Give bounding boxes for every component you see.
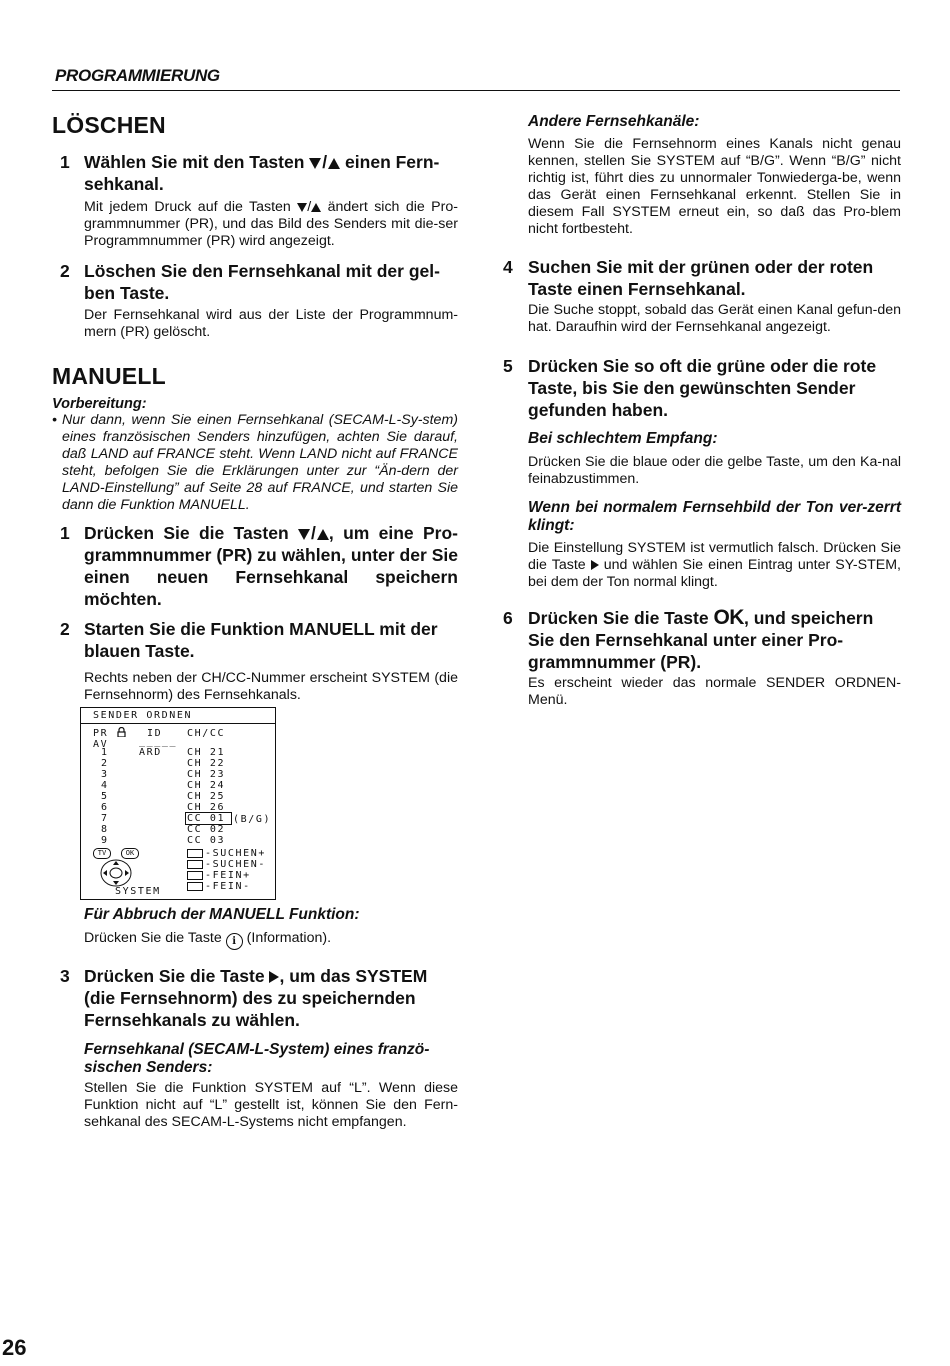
step-heading: Drücken Sie die Tasten / , um eine Pro-grammnummer (PR) zu wählen, unter der Sie einen neuen Fernsehkanal speichern möchten. — [84, 523, 458, 609]
step-5 — [503, 355, 901, 591]
row-channel: CH 21 — [187, 747, 226, 758]
right-column — [503, 113, 901, 709]
step-number: 5 — [503, 356, 513, 376]
page-number: 26 — [2, 1335, 27, 1360]
bad-reception-text: Drücken Sie die blaue oder die gelbe Taste, um den Ka-nal feinabzustimmen. — [528, 454, 901, 487]
step-heading-part: , um eine Pro-grammnummer (PR) zu wählen, unter der Sie einen neuen Fernsehkanal speichern möchten. — [84, 523, 458, 609]
up-arrow-icon — [311, 203, 321, 212]
bullet: • — [52, 412, 57, 428]
row-pr-number: 8 — [101, 824, 109, 835]
color-swatch-icon — [187, 849, 203, 858]
bad-reception-heading: Bei schlechtem Empfang: — [528, 430, 718, 447]
manuell-step-2 — [52, 618, 458, 704]
system-value: (B/G) — [233, 814, 272, 825]
legend-label: -FEIN- — [205, 881, 251, 892]
step-heading-part: Wählen Sie mit den Tasten — [84, 152, 305, 172]
legend-label: -SUCHEN- — [205, 859, 266, 870]
step-heading: Starten Sie die Funktion MANUELL mit der blauen Taste. — [84, 619, 438, 661]
step-text: Es erscheint wieder das normale SENDER ORDNEN-Menü. — [528, 675, 901, 708]
step-heading-part: Drücken Sie die Taste — [84, 966, 265, 986]
tv-label: TV — [97, 849, 107, 857]
ok-button-icon: OK — [713, 606, 744, 629]
step-number: 4 — [503, 257, 513, 277]
step-heading: Wählen Sie mit den Tasten / einen Fern-sehkanal. — [84, 152, 440, 194]
row-pr-number: 9 — [101, 835, 109, 846]
step-text: Rechts neben der CH/CC-Nummer erscheint SYSTEM (die Fernsehnorm) des Fernsehkanals. — [84, 670, 458, 703]
header-divider — [52, 90, 900, 91]
down-arrow-icon — [298, 529, 310, 540]
section-header: PROGRAMMIERUNG — [55, 66, 220, 85]
lock-icon — [117, 727, 126, 737]
preparation-heading: Vorbereitung: — [52, 396, 147, 412]
arrow-pad-icon — [99, 858, 133, 888]
distorted-sound-text — [528, 540, 901, 591]
down-arrow-icon — [309, 158, 321, 169]
row-channel: CH 22 — [187, 758, 226, 769]
column-id: ID — [147, 728, 163, 739]
step-text: Mit jedem Druck auf die Tasten / ändert sich die Pro-grammnummer (PR), und das Bild des Senders mit die-ser Programmnummer (PR) wird angezeigt. — [84, 199, 458, 249]
manuell-step-1 — [52, 522, 458, 610]
step-heading-part: einen Fern-sehkanal. — [84, 152, 440, 194]
step-heading-part: , und speichern Sie den Fernsehkanal unter einer Pro-grammnummer (PR). — [528, 608, 874, 672]
row-pr-number: 3 — [101, 769, 109, 780]
step-4 — [503, 256, 901, 336]
other-channels-heading: Andere Fernsehkanäle: — [528, 113, 700, 130]
column-pr: PR — [93, 728, 109, 739]
row-pr-number: 2 — [101, 758, 109, 769]
abort-text — [84, 930, 458, 950]
secam-text: Stellen Sie die Funktion SYSTEM auf “L”. Wenn diese Funktion nicht auf “L” gestellt ist, können Sie den Fern-sehkanal des SECAM-L-Systems nicht empfangen. — [84, 1080, 458, 1130]
loeschen-heading: LÖSCHEN — [52, 112, 166, 138]
abort-note — [84, 906, 458, 950]
step-number: 6 — [503, 608, 513, 628]
step-text: Die Suche stoppt, sobald das Gerät einen Kanal gefun-den hat. Daraufhin wird der Fernsehkanal angezeigt. — [528, 302, 901, 335]
color-swatch-icon — [187, 860, 203, 869]
step-6 — [503, 607, 901, 709]
row-channel: CC 03 — [187, 835, 226, 846]
info-glyph: i — [232, 936, 237, 947]
legend-green — [187, 848, 266, 859]
left-column — [52, 112, 458, 704]
abort-heading: Für Abbruch der MANUELL Funktion: — [84, 906, 360, 923]
distorted-text-part: und wählen Sie einen Eintrag unter SY-STEM, bei dem der Ton normal klingt. — [528, 557, 901, 590]
step-heading: Suchen Sie mit der grünen oder der roten Taste einen Fernsehkanal. — [528, 257, 874, 299]
row-channel: CC 01 — [187, 813, 226, 824]
menu-title-divider — [81, 723, 275, 724]
sender-ordnen-menu — [80, 707, 276, 900]
distorted-sound-heading: Wenn bei normalem Fernsehbild der Ton ver-zerrt klingt: — [528, 499, 901, 534]
step-number: 2 — [60, 619, 70, 639]
step-heading-part: , um das SYSTEM (die Fernsehnorm) des zu speichernden Fernsehkanals zu wählen. — [84, 966, 428, 1030]
up-arrow-icon — [317, 529, 329, 540]
preparation-note — [52, 412, 458, 514]
ok-label: OK — [125, 849, 135, 857]
row-av-id: _____ — [139, 736, 178, 747]
step-heading — [528, 607, 901, 673]
system-label: SYSTEM — [115, 886, 161, 897]
row-pr-number: 7 — [101, 813, 109, 824]
row-channel: CC 02 — [187, 824, 226, 835]
legend-blue — [187, 881, 251, 892]
row-station-id: ARD — [139, 747, 162, 758]
info-icon — [226, 933, 243, 950]
legend-red — [187, 859, 266, 870]
step-number: 3 — [60, 966, 70, 986]
legend-label: -SUCHEN+ — [205, 848, 266, 859]
step-heading: Drücken Sie so oft die grüne oder die rote Taste, bis Sie den gewünschten Sender gefunden haben. — [528, 356, 877, 420]
up-arrow-icon — [328, 158, 340, 169]
step-text-part: Mit jedem Druck auf die Tasten — [84, 199, 291, 215]
step-heading-part: Drücken Sie die Taste — [528, 608, 709, 628]
step-number: 2 — [60, 261, 70, 281]
distorted-text-part: Die Einstellung SYSTEM ist vermutlich falsch. Drücken Sie die Taste — [528, 540, 901, 573]
manuell-step-3 — [52, 965, 458, 1131]
row-pr-number: 1 — [101, 747, 109, 758]
other-channels-text: Wenn Sie die Fernsehnorm eines Kanals nicht genau kennen, stellen Sie SYSTEM auf “B/G”. Wenn “B/G” nicht richtig ist, führt dies zu unnormaler Tonwiederga-be, wenn das Gerät einen Fernsehkanal erkennt. Stellen Sie in diesem Fall SYSTEM erneut ein, so daß das Pro-blem nicht fortbesteht. — [528, 136, 901, 237]
row-av-label: AV — [93, 739, 109, 750]
row-channel: CH 25 — [187, 791, 226, 802]
right-arrow-icon — [591, 560, 599, 570]
preparation-text: Nur dann, wenn Sie einen Fernsehkanal (SECAM-L-Sy-stem) eines französischen Senders hinzufügen, achten Sie darauf, daß LAND auf FRANCE steht. Wenn LAND nicht auf FRANCE steht, befolgen Sie die Erklärungen unter zur “Än-dern der LAND-Einstellung” auf Seite 28 auf FRANCE, und starten Sie dann die Funktion MANUELL. — [62, 412, 458, 513]
step-heading: Löschen Sie den Fernsehkanal mit der gel-ben Taste. — [84, 261, 440, 303]
color-swatch-icon — [187, 871, 203, 880]
step-heading — [84, 965, 458, 1031]
row-pr-number: 4 — [101, 780, 109, 791]
menu-title: SENDER ORDNEN — [93, 710, 193, 721]
legend-yellow — [187, 870, 251, 881]
secam-heading: Fernsehkanal (SECAM-L-System) eines franzö-sischen Senders: — [84, 1041, 430, 1076]
abort-text-part: Drücken Sie die Taste — [84, 930, 222, 946]
step-text-part: ändert sich die Pro-grammnummer (PR), und das Bild des Senders mit die-ser Programmnummer (PR) wird angezeigt. — [84, 199, 458, 249]
row-channel: CH 24 — [187, 780, 226, 791]
loeschen-step-2 — [52, 260, 458, 341]
step-number: 1 — [60, 523, 70, 543]
step-text: Der Fernsehkanal wird aus der Liste der Programmnum-mern (PR) gelöscht. — [84, 307, 458, 340]
down-arrow-icon — [297, 203, 307, 212]
column-ch-cc: CH/CC — [187, 728, 226, 739]
row-channel: CH 23 — [187, 769, 226, 780]
color-swatch-icon — [187, 882, 203, 891]
row-channel: CH 26 — [187, 802, 226, 813]
abort-text-part: (Information). — [246, 930, 332, 946]
row-pr-number: 6 — [101, 802, 109, 813]
manuell-heading: MANUELL — [52, 363, 166, 389]
step-number: 1 — [60, 152, 70, 172]
loeschen-step-1 — [52, 151, 458, 250]
row-pr-number: 5 — [101, 791, 109, 802]
legend-label: -FEIN+ — [205, 870, 251, 881]
right-arrow-icon — [269, 971, 279, 983]
step-heading-part: Drücken Sie die Tasten — [84, 523, 289, 543]
